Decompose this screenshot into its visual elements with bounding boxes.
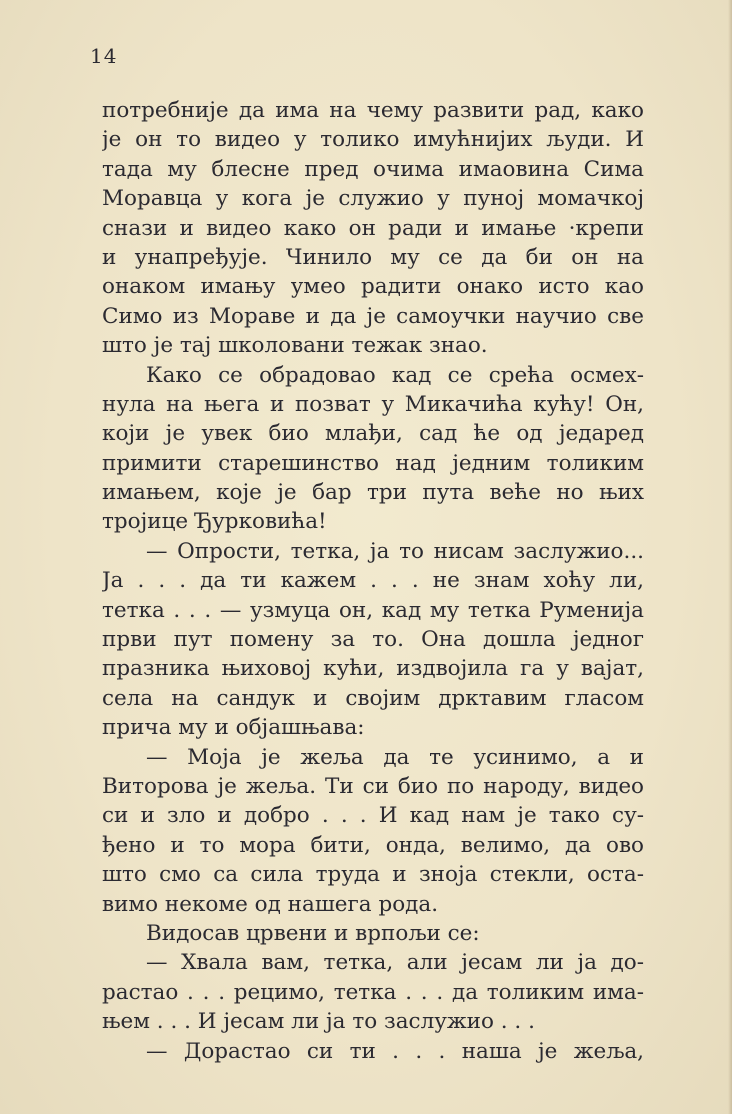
text-line: — Дорастао си ти . . . наша је жеља,	[146, 1038, 644, 1064]
text-line: и унапређује. Чинило му се да би он на	[102, 244, 644, 270]
text-line: први пут помену за то. Она дошла једног	[102, 627, 644, 653]
text-line: Моравца у кога је служио у пуној момачкој	[102, 186, 644, 212]
text-line: вимо некоме од нашега рода.	[102, 891, 439, 917]
text-line: си и зло и добро . . . И кад нам је тако су-	[102, 803, 644, 829]
text-line: имањем, које је бар три пута веће но њих	[102, 480, 644, 506]
page-number: 14	[90, 44, 118, 68]
text-line: ђено и то мора бити, онда, велимо, да ово	[102, 832, 644, 858]
text-line: што смо са сила труда и зноја стекли, оста-	[102, 862, 644, 888]
text-line: Виторова је жеља. Ти си био по народу, видео	[102, 773, 644, 799]
text-line: што је тај школовани тежак знао.	[102, 333, 488, 359]
text-line: — Хвала вам, тетка, али јесам ли ја до-	[146, 950, 644, 976]
text-line: тада му блесне пред очима имаовина Сима	[102, 156, 644, 182]
text-line: је он то видео у толико имућнијих људи. И	[102, 127, 644, 153]
text-line: Симо из Мораве и да је самоучки научио све	[102, 303, 644, 329]
text-line: празника њиховој кући, издвојила га у вајат,	[102, 656, 644, 682]
text-line: потребније да има на чему развити рад, како	[102, 98, 644, 123]
text-line: Како се обрадовао кад се срећа осмех-	[146, 362, 644, 388]
text-line: Ја . . . да ти кажем . . . не знам хоћу ли,	[102, 568, 644, 594]
text-line: тројице Ђурковића!	[102, 509, 327, 535]
body-text	[102, 96, 644, 1066]
text-line: који је увек био млађи, сад ће од једаред	[102, 421, 644, 447]
text-line: снази и видео како он ради и имање ·крепи	[102, 215, 644, 241]
text-line: прича му и објашњава:	[102, 715, 365, 741]
text-line: села на сандук и својим дрктавим гласом	[102, 685, 644, 711]
text-line: њем . . . И јесам ли ја то заслужио . . .	[102, 1009, 535, 1035]
text-line: — Опрости, тетка, ја то нисам заслужио...	[146, 538, 644, 564]
text-line: нула на њега и позват у Микачића кућу! Он,	[102, 391, 644, 417]
text-line: Видосав црвени и врпољи се:	[146, 920, 480, 946]
text-line: — Моја је жеља да те усинимо, а и	[146, 744, 644, 770]
text-line: онаком имању умео радити онако исто као	[102, 274, 644, 300]
text-line: тетка . . . — узмуца он, кад му тетка Руменија	[102, 597, 644, 623]
page-edge-shadow	[728, 0, 732, 1114]
text-line: примити старешинство над једним толиким	[102, 450, 644, 476]
text-line: растао . . . рецимо, тетка . . . да толиким има-	[102, 979, 644, 1005]
